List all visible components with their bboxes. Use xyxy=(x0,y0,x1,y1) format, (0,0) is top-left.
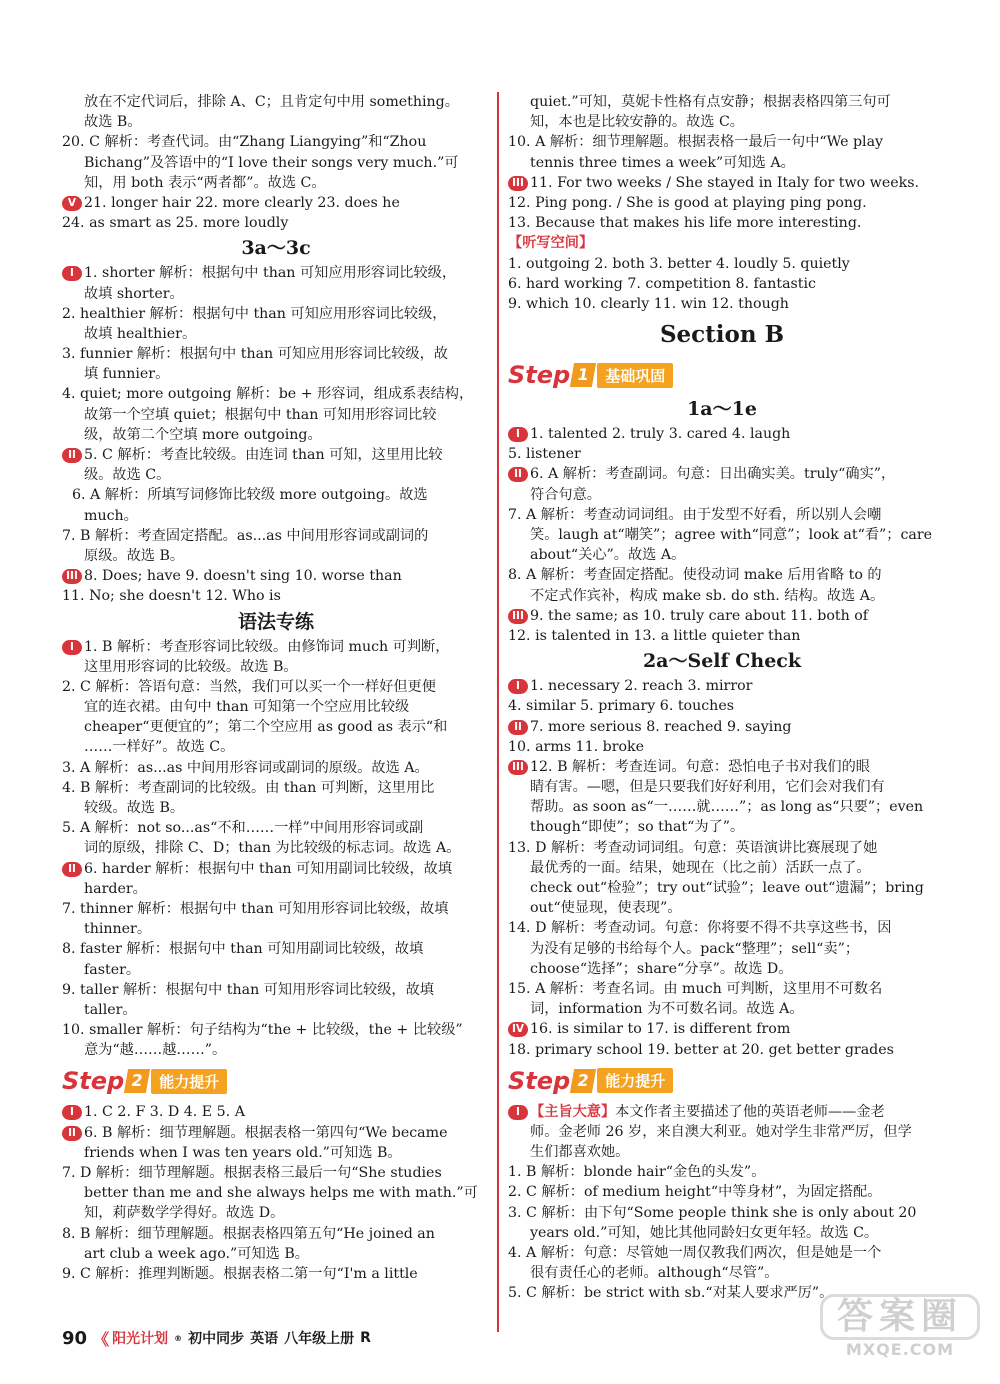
highlight-label: 【听写空间】 xyxy=(508,235,594,252)
step-word: Step xyxy=(508,361,571,390)
answer-line xyxy=(62,173,490,193)
roman-marker-icon: IV xyxy=(508,1022,528,1037)
roman-marker-icon: III xyxy=(508,176,528,191)
answer-text: 故填 shorter。 xyxy=(84,285,184,302)
answer-text: 10. A 解析：细节理解题。根据表格一最后一句中“We play xyxy=(508,134,884,151)
answer-line xyxy=(508,918,936,938)
answer-line xyxy=(508,505,936,525)
answer-text: 11. For two weeks / She stayed in Italy for two weeks. xyxy=(530,174,920,191)
answer-text: out“使显现，使表现”。 xyxy=(530,900,682,917)
answer-line xyxy=(62,637,490,657)
answer-text: 1. talented 2. truly 3. cared 4. laugh xyxy=(530,426,791,443)
roman-marker-icon: I xyxy=(62,266,82,281)
answer-line xyxy=(508,817,936,837)
answer-text: years old.”可知，她比其他同龄妇女更年轻。故选 C。 xyxy=(530,1224,879,1241)
answer-line xyxy=(508,173,936,193)
answer-line xyxy=(62,304,490,324)
answer-text: 4. A 解析：句意：尽管她一周仅教我们两次，但是她是一个 xyxy=(508,1245,882,1261)
answer-line xyxy=(508,233,936,253)
answer-text: 15. A 解析：考查名词。由 much 可判断，这里用不可数名 xyxy=(508,980,883,997)
answer-line xyxy=(508,737,936,757)
answer-line xyxy=(508,274,936,294)
answer-text: 16. is similar to 17. is different from xyxy=(530,1021,791,1038)
answer-line xyxy=(508,1162,936,1182)
answer-line xyxy=(62,92,490,112)
answer-line xyxy=(508,606,936,626)
answer-line xyxy=(508,959,936,979)
answer-line xyxy=(62,939,490,959)
step-label: 能力提升 xyxy=(597,1068,673,1093)
answer-line xyxy=(508,838,936,858)
roman-marker-icon: II xyxy=(508,720,528,735)
subject-name: 英语 xyxy=(250,1331,279,1347)
answer-line xyxy=(62,566,490,586)
answer-text: 本文作者主要描述了他的英语老师——金老 xyxy=(615,1103,885,1120)
answer-text: 符合句意。 xyxy=(530,486,601,503)
roman-marker-icon: I xyxy=(508,427,528,442)
answer-text: 2. C 解析：of medium height“中等身材”，为固定搭配。 xyxy=(508,1184,882,1201)
brand-trademark: ® xyxy=(174,1333,183,1343)
answer-line xyxy=(62,132,490,152)
section-heading: 3a～3c xyxy=(241,237,311,260)
answer-line xyxy=(62,717,490,737)
answer-text: 5. C 解析：考查比较级。由连词 than 可知，这里用比较 xyxy=(84,447,443,463)
answer-text: 3. A 解析：as...as 中间用形容词或副词的原级。故选 A。 xyxy=(62,759,429,776)
answer-text: 原级。故选 B。 xyxy=(84,547,185,564)
answer-line xyxy=(62,980,490,1000)
answer-text: 宜的连衣裙。由句中 than 可知第一个空应用比较级 xyxy=(84,699,410,716)
answer-text: 12. Ping pong. / She is good at playing ping pong. xyxy=(508,194,867,211)
answer-line xyxy=(62,960,490,980)
answer-line xyxy=(62,506,490,526)
answer-line xyxy=(62,193,490,213)
answer-text: 级，故第二个空填 more outgoing。 xyxy=(84,426,322,443)
section-heading: 语法专练 xyxy=(237,610,314,633)
answer-text: 8. A 解析：考查固定搭配。使役动词 make 后用省略 to 的 xyxy=(508,567,882,584)
answer-line xyxy=(508,213,936,233)
roman-marker-icon: II xyxy=(62,1126,82,1141)
column-divider xyxy=(497,92,499,1332)
answer-line xyxy=(508,1019,936,1039)
highlight-label: 【主旨大意】 xyxy=(530,1103,616,1120)
roman-marker-icon: III xyxy=(508,760,528,775)
step-banner xyxy=(62,1064,490,1098)
answer-line xyxy=(62,364,490,384)
answer-text: ……一样好”。故选 C。 xyxy=(84,739,235,756)
answer-text: 最优秀的一面。结果，她现在（比之前）活跃一点了。 xyxy=(530,859,871,876)
answer-text: 13. Because that makes his life more interesting. xyxy=(508,215,862,232)
answer-text: 12. is talented in 13. a little quieter than xyxy=(508,627,801,644)
answer-line xyxy=(62,677,490,697)
answer-text: 20. C 解析：考查代词。由“Zhang Liangying”和“Zhou xyxy=(62,134,427,151)
watermark-bottom: MXQE.COM xyxy=(845,1340,955,1359)
answer-text: 21. longer hair 22. more clearly 23. does he xyxy=(84,194,400,211)
answer-text: 词，information 为不可数名词。故选 A。 xyxy=(530,1001,804,1018)
answer-line xyxy=(62,1183,490,1203)
roman-marker-icon: I xyxy=(62,640,82,655)
roman-marker-icon: I xyxy=(508,679,528,694)
answer-line xyxy=(62,586,490,606)
answer-text: 9. taller 解析：根据句中 than 可知用形容词比较级，故填 xyxy=(62,981,434,998)
answer-text: 5. listener xyxy=(508,446,581,463)
answer-text: choose“选择”；share“分享”。故选 D。 xyxy=(530,960,793,977)
answer-text: 笑。laugh at“嘲笑”；agree with“同意”；look at“看”；care xyxy=(530,527,933,543)
answer-text: 8. Does; have 9. doesn't sing 10. worse than xyxy=(84,568,402,585)
answer-text: 7. B 解析：考查固定搭配。as...as 中间用形容词或副词的 xyxy=(62,527,429,544)
answer-line xyxy=(62,1000,490,1020)
answer-text: 1. shorter 解析：根据句中 than 可知应用形容词比较级， xyxy=(84,265,457,282)
answer-line xyxy=(62,838,490,858)
page-number: 90 xyxy=(62,1327,88,1349)
answer-line xyxy=(508,92,936,112)
answer-text: quiet.”可知，莫妮卡性格有点安静；根据表格四第三句可 xyxy=(530,94,891,110)
answer-line xyxy=(508,878,936,898)
answer-text: much。 xyxy=(84,507,138,524)
section-heading: 2a～Self Check xyxy=(642,650,802,673)
answer-line xyxy=(62,1040,490,1060)
roman-marker-icon: II xyxy=(62,862,82,877)
right-column xyxy=(508,92,936,1304)
step-banner xyxy=(508,358,936,392)
answer-text: 12. B 解析：考查连词。句意：恐怕电子书对我们的眼 xyxy=(530,758,870,775)
answer-line xyxy=(62,445,490,465)
answer-line xyxy=(508,797,936,817)
answer-line xyxy=(508,898,936,918)
answer-text: 5. A 解析：not so...as“不和……一样”中间用形容词或副 xyxy=(62,820,424,837)
answer-text: 故选 B。 xyxy=(84,114,142,131)
answer-text: 24. as smart as 25. more loudly xyxy=(62,215,289,232)
answer-line xyxy=(62,1224,490,1244)
double-arrow-icon: 《 xyxy=(93,1329,107,1349)
answer-line xyxy=(508,1223,936,1243)
answer-line xyxy=(62,1244,490,1264)
answer-text: 2. healthier 解析：根据句中 than 可知应用形容词比较级， xyxy=(62,305,447,322)
answer-line xyxy=(508,777,936,797)
roman-marker-icon: II xyxy=(508,467,528,482)
answer-line xyxy=(508,112,936,132)
answer-text: 生们都喜欢她。 xyxy=(530,1144,630,1161)
answer-text: cheaper“更便宜的”；第二个空应用 as good as 表示“和 xyxy=(84,719,448,736)
answer-text: 不定式作宾补，构成 make sb. do sth. 结构。故选 A。 xyxy=(530,587,885,604)
answer-text: check out“检验”；try out“试验”；leave out“遗漏”；bring xyxy=(530,880,924,896)
answer-line xyxy=(62,1102,490,1122)
answer-text: 18. primary school 19. better at 20. get better grades xyxy=(508,1041,894,1058)
answer-line xyxy=(62,153,490,173)
answer-text: 7. D 解析：细节理解题。根据表格三最后一句“She studies xyxy=(62,1165,442,1181)
answer-text: 9. C 解析：推理判断题。根据表格二第一句“I'm a little xyxy=(62,1265,418,1282)
answer-line xyxy=(62,112,490,132)
step-word: Step xyxy=(508,1066,571,1095)
answer-text: 1. C 2. F 3. D 4. E 5. A xyxy=(84,1104,245,1121)
answer-text: 4. B 解析：考查副词的比较级。由 than 可判断，这里用比 xyxy=(62,779,435,796)
answer-text: 这里用形容词的比较级。故选 B。 xyxy=(84,658,298,675)
answer-line xyxy=(508,1102,936,1122)
answer-line xyxy=(508,696,936,716)
answer-text: faster。 xyxy=(84,961,141,978)
answer-line xyxy=(508,717,936,737)
answer-text: 7. A 解析：考查动词词组。由于发型不好看，所以别人会嘲 xyxy=(508,506,882,523)
roman-marker-icon: V xyxy=(62,196,82,211)
answer-line xyxy=(508,132,936,152)
step-number: 1 xyxy=(570,363,596,387)
answer-text: 1. B 解析：blonde hair“金色的头发”。 xyxy=(508,1164,766,1181)
answer-text: 3. C 解析：由下句“Some people think she is only about 20 xyxy=(508,1204,917,1221)
answer-line xyxy=(508,1142,936,1162)
answer-text: 3. funnier 解析：根据句中 than 可知应用形容词比较级，故 xyxy=(62,346,448,363)
answer-text: 14. D 解析：考查动词。句意：你将要不得不共享这些书，因 xyxy=(508,920,892,937)
answer-line xyxy=(62,1163,490,1183)
step-number: 2 xyxy=(124,1069,150,1093)
answer-text: 10. smaller 解析：句子结构为“the + 比较级，the + 比较级” xyxy=(62,1022,463,1039)
answer-line xyxy=(62,485,490,505)
answer-text: 8. faster 解析：根据句中 than 可知用副词比较级，故填 xyxy=(62,941,424,958)
edition-label: R xyxy=(360,1330,371,1346)
answer-text: taller。 xyxy=(84,1001,137,1018)
answer-line xyxy=(62,1143,490,1163)
answer-line xyxy=(62,778,490,798)
answer-text: 6. hard working 7. competition 8. fantastic xyxy=(508,275,816,292)
answer-text: 2. C 解析：答语句意：当然，我们可以买一个一样好但更便 xyxy=(62,678,436,695)
answer-text: 6. A 解析：所填写词修饰比较级 more outgoing。故选 xyxy=(72,487,428,504)
answer-line xyxy=(508,1243,936,1263)
answer-line xyxy=(508,858,936,878)
roman-marker-icon: I xyxy=(508,1105,528,1120)
answer-text: 11. No; she doesn't 12. Who is xyxy=(62,588,281,605)
answer-line xyxy=(508,1263,936,1283)
answer-line xyxy=(508,525,936,545)
answer-text: Bichang”及答语中的“I love their songs very much.”可 xyxy=(84,154,459,171)
answer-line xyxy=(508,1040,936,1060)
answer-text: 很有责任心的老师。although“尽管”。 xyxy=(530,1265,779,1282)
answer-text: tennis three times a week”可知选 A。 xyxy=(530,154,795,171)
answer-line xyxy=(62,818,490,838)
answer-line xyxy=(62,758,490,778)
watermark-logo xyxy=(820,1294,980,1364)
answer-text: 4. quiet; more outgoing 解析：be + 形容词，组成系表结构， xyxy=(62,386,474,403)
answer-line xyxy=(508,153,936,173)
answer-text: 1. B 解析：考查形容词比较级。由修饰词 much 可判断， xyxy=(84,638,450,655)
answer-text: 7. more serious 8. reached 9. saying xyxy=(530,718,792,735)
grade-name: 八年级上册 xyxy=(284,1331,355,1347)
answer-text: 1. necessary 2. reach 3. mirror xyxy=(530,678,753,695)
answer-text: friends when I was ten years old.”可知选 B。 xyxy=(84,1144,402,1161)
answer-line xyxy=(62,546,490,566)
answer-text: 故填 healthier。 xyxy=(84,325,197,342)
answer-line xyxy=(62,405,490,425)
answer-line xyxy=(508,424,936,444)
answer-text: 知，用 both 表示“两者都”。故选 C。 xyxy=(84,174,326,191)
answer-line xyxy=(62,344,490,364)
answer-text: 9. the same; as 10. truly care about 11. both of xyxy=(530,607,869,624)
page-footer xyxy=(62,1325,371,1351)
roman-marker-icon: II xyxy=(62,448,82,463)
answer-text: 填 funnier。 xyxy=(84,366,170,383)
step-number: 2 xyxy=(570,1069,596,1093)
step-label: 能力提升 xyxy=(151,1069,227,1094)
answer-line xyxy=(62,324,490,344)
answer-text: 4. similar 5. primary 6. touches xyxy=(508,698,734,715)
answer-text: 5. C 解析：be strict with sb.“对某人要求严厉”。 xyxy=(508,1285,834,1302)
answer-text: better than me and she always helps me with math.”可 xyxy=(84,1185,478,1202)
series-name: 初中同步 xyxy=(188,1331,245,1347)
answer-line xyxy=(508,979,936,999)
answer-line xyxy=(62,697,490,717)
answer-text: 帮助。as soon as“一……就……”；as long as“只要”；even xyxy=(530,799,924,816)
left-column xyxy=(62,92,490,1284)
roman-marker-icon: III xyxy=(62,569,82,584)
answer-line xyxy=(508,464,936,484)
answer-line xyxy=(62,384,490,404)
answer-line xyxy=(62,465,490,485)
answer-text: 故第一个空填 quiet；根据句中 than 可知用形容词比较 xyxy=(84,406,437,423)
answer-line xyxy=(62,859,490,879)
section-heading: 1a～1e xyxy=(687,398,757,421)
answer-text: 睛有害。—嗯，但是只要我们好好利用，它们会对我们有 xyxy=(530,779,885,796)
section-heading: Section B xyxy=(659,321,785,349)
answer-line xyxy=(62,1264,490,1284)
answer-line xyxy=(508,939,936,959)
answer-text: 放在不定代词后，排除 A、C；且肯定句中用 something。 xyxy=(84,94,459,110)
answer-text: 9. which 10. clearly 11. win 12. though xyxy=(508,295,789,312)
answer-line xyxy=(62,737,490,757)
step-label: 基础巩固 xyxy=(597,363,673,388)
answer-line xyxy=(508,193,936,213)
answer-line xyxy=(508,626,936,646)
answer-text: 6. A 解析：考查副词。句意：日出确实美。truly“确实”， xyxy=(530,466,896,483)
answer-line xyxy=(508,586,936,606)
answer-line xyxy=(508,1122,936,1142)
answer-line xyxy=(62,213,490,233)
answer-line xyxy=(508,999,936,1019)
answer-text: 知，本也是比较安静的。故选 C。 xyxy=(530,114,744,131)
answer-line xyxy=(508,1182,936,1202)
answer-text: 为没有足够的书给每个人。pack“整理”；sell“卖”； xyxy=(530,940,860,957)
answer-text: about“关心”。故选 A。 xyxy=(530,547,686,564)
answer-text: 8. B 解析：细节理解题。根据表格四第五句“He joined an xyxy=(62,1225,435,1242)
answer-line xyxy=(62,899,490,919)
roman-marker-icon: III xyxy=(508,609,528,624)
answer-line xyxy=(508,545,936,565)
answer-line xyxy=(508,444,936,464)
answer-line xyxy=(508,565,936,585)
answer-text: 7. thinner 解析：根据句中 than 可知用形容词比较级，故填 xyxy=(62,900,449,917)
answer-line xyxy=(62,1123,490,1143)
answer-text: harder。 xyxy=(84,880,147,897)
answer-line xyxy=(62,919,490,939)
step-banner xyxy=(508,1064,936,1098)
answer-text: 知，莉萨数学学得好。故选 D。 xyxy=(84,1205,285,1222)
answer-text: thinner。 xyxy=(84,921,152,938)
answer-line xyxy=(508,485,936,505)
answer-line xyxy=(508,254,936,274)
answer-text: 级。故选 C。 xyxy=(84,467,171,484)
answer-line xyxy=(62,526,490,546)
answer-text: 10. arms 11. broke xyxy=(508,738,645,755)
answer-text: 1. outgoing 2. both 3. better 4. loudly 5. quietly xyxy=(508,255,850,272)
answer-line xyxy=(62,1020,490,1040)
watermark-top: 答案圈 xyxy=(820,1294,980,1340)
answer-line xyxy=(62,263,490,283)
answer-line xyxy=(508,757,936,777)
answer-text: 师。金老师 26 岁，来自澳大利亚。她对学生非常严厉，但学 xyxy=(530,1123,912,1140)
answer-text: though“即使”；so that“为了”。 xyxy=(530,819,745,836)
answer-text: 意为“越……越……”。 xyxy=(84,1042,227,1059)
answer-text: 6. B 解析：细节理解题。根据表格一第四句“We became xyxy=(84,1124,448,1141)
answer-line xyxy=(62,657,490,677)
answer-text: 较级。故选 B。 xyxy=(84,800,185,816)
answer-line xyxy=(508,294,936,314)
answer-line xyxy=(62,1203,490,1223)
answer-text: 词的原级，排除 C、D；than 为比较级的标志词。故选 A。 xyxy=(84,840,461,857)
answer-line xyxy=(62,879,490,899)
answer-line xyxy=(62,284,490,304)
answer-line xyxy=(508,676,936,696)
answer-line xyxy=(62,425,490,445)
step-word: Step xyxy=(62,1067,125,1096)
roman-marker-icon: I xyxy=(62,1105,82,1120)
answer-text: 6. harder 解析：根据句中 than 可知用副词比较级，故填 xyxy=(84,860,453,877)
answer-line xyxy=(508,1203,936,1223)
answer-text: art club a week ago.”可知选 B。 xyxy=(84,1245,309,1262)
brand-name: 阳光计划 xyxy=(112,1331,169,1347)
answer-text: 13. D 解析：考查动词词组。句意：英语演讲比赛展现了她 xyxy=(508,839,878,856)
answer-line xyxy=(62,798,490,818)
